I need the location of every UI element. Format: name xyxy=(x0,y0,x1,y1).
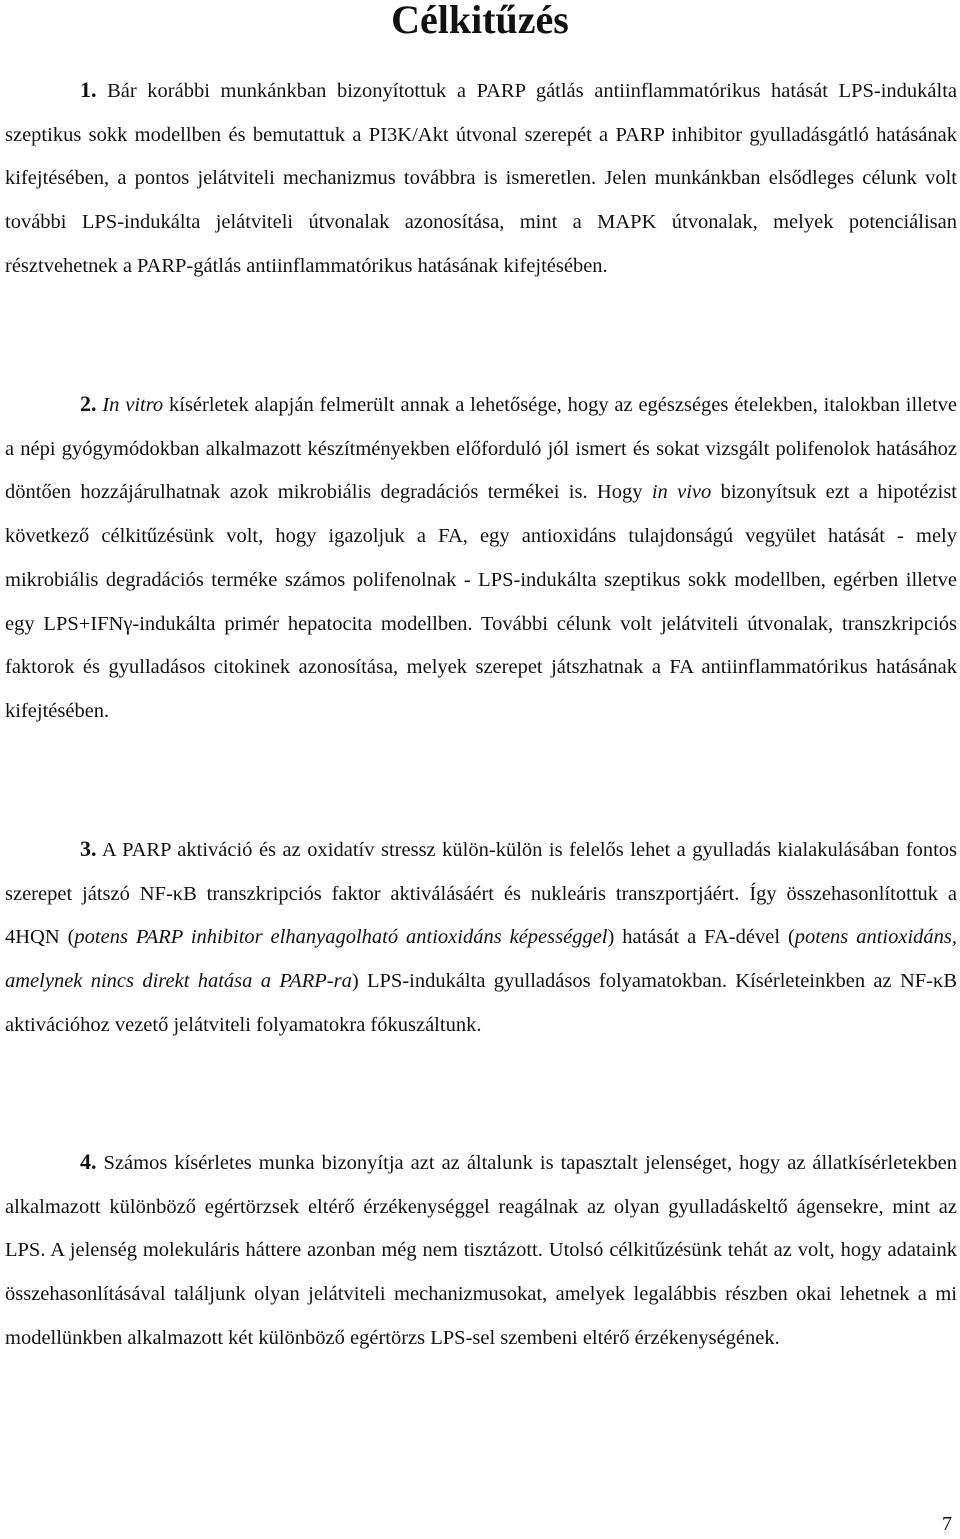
paragraph-text: bizonyítsuk ezt a hipotézist következő célkitűzésünk volt, hogy igazoljuk a FA, egy antioxidáns tulajdonságú vegyület hatását - mely mikrobiális degradációs terméke számos polifenolnak - LPS-indukálta szeptikus sokk modellben, egérben illetve egy LPS+IFNγ-indukálta primér hepatocita modellben. További célunk volt jelátviteli útvonalak, transzkripciós faktorok és gyulladásos citokinek azonosítása, melyek szerepet játszhatnak a FA antiinflammatórikus hatásának kifejtésében. xyxy=(5,481,957,722)
paragraph-2 xyxy=(5,382,957,734)
paragraph-number: 4. xyxy=(80,1149,97,1174)
paragraph-text: Bár korábbi munkánkban bizonyítottuk a PARP gátlás antiinflammatórikus hatását LPS-indukálta szeptikus sokk modellben és bemutattuk a PI3K/Akt útvonal szerepét a PARP inhibitor gyulladásgátló hatásának kifejtésében, a pontos jelátviteli mechanizmus továbbra is ismeretlen. Jelen munkánkban elsődleges célunk volt további LPS-indukálta jelátviteli útvonalak azonosítása, mint a MAPK útvonalak, melyek potenciálisan résztvehetnek a PARP-gátlás antiinflammatórikus hatásának kifejtésében. xyxy=(5,80,957,277)
page-number: 7 xyxy=(942,1513,952,1535)
paragraph-text: ) LPS-indukálta gyulladásos folyamatokban. Kísérleteinkben az NF-κB aktivációhoz vezető jelátviteli folyamatokra fókuszáltunk. xyxy=(5,970,957,1036)
italic-term: potens PARP inhibitor elhanyagolható antioxidáns képességgel xyxy=(74,926,608,949)
paragraph-3 xyxy=(5,827,957,1048)
paragraph-4 xyxy=(5,1140,957,1361)
paragraph-number: 3. xyxy=(80,836,97,861)
paragraph-number: 2. xyxy=(80,391,97,416)
paragraph-text: ) hatását a FA-dével ( xyxy=(607,926,795,949)
paragraph-1 xyxy=(5,68,957,289)
italic-term: in vivo xyxy=(651,481,712,504)
italic-term: potens antioxidáns, amelynek nincs direkt hatása a PARP-ra xyxy=(5,926,957,993)
paragraph-text: Számos kísérletes munka bizonyítja azt az általunk is tapasztalt jelenséget, hogy az állatkísérletekben alkalmazott különböző egértörzsek eltérő érzékenységgel reagálnak az olyan gyulladáskeltő ágensekre, mint az LPS. A jelenség molekuláris háttere azonban még nem tisztázott. Utolsó célkitűzésünk tehát az volt, hogy adataink összehasonlításával találjunk olyan jelátviteli mechanizmusokat, amelyek legalábbis részben okai lehetnek a mi modellünkben alkalmazott két különböző egértörzs LPS-sel szembeni eltérő érzékenységének. xyxy=(5,1152,957,1349)
paragraph-number: 1. xyxy=(80,77,97,102)
page-title: Célkitűzés xyxy=(391,0,569,42)
paragraph-text: A PARP aktiváció és az oxidatív stressz külön-külön is felelős lehet a gyulladás kialakulásában fontos szerepet játszó NF-κB transzkripciós faktor aktiválásáért és nukleáris transzportjáért. Így összehasonlítottuk a 4HQN ( xyxy=(5,839,957,949)
italic-term: In vitro xyxy=(102,394,164,416)
paragraph-text: kísérletek alapján felmerült annak a lehetősége, hogy az egészséges ételekben, italokban illetve a népi gyógymódokban alkalmazott készítményekben előforduló jól ismert és sokat vizsgált polifenolok hatásához döntően hozzájárulhatnak azok mikrobiális degradációs termékei is. Hogy xyxy=(5,394,958,504)
